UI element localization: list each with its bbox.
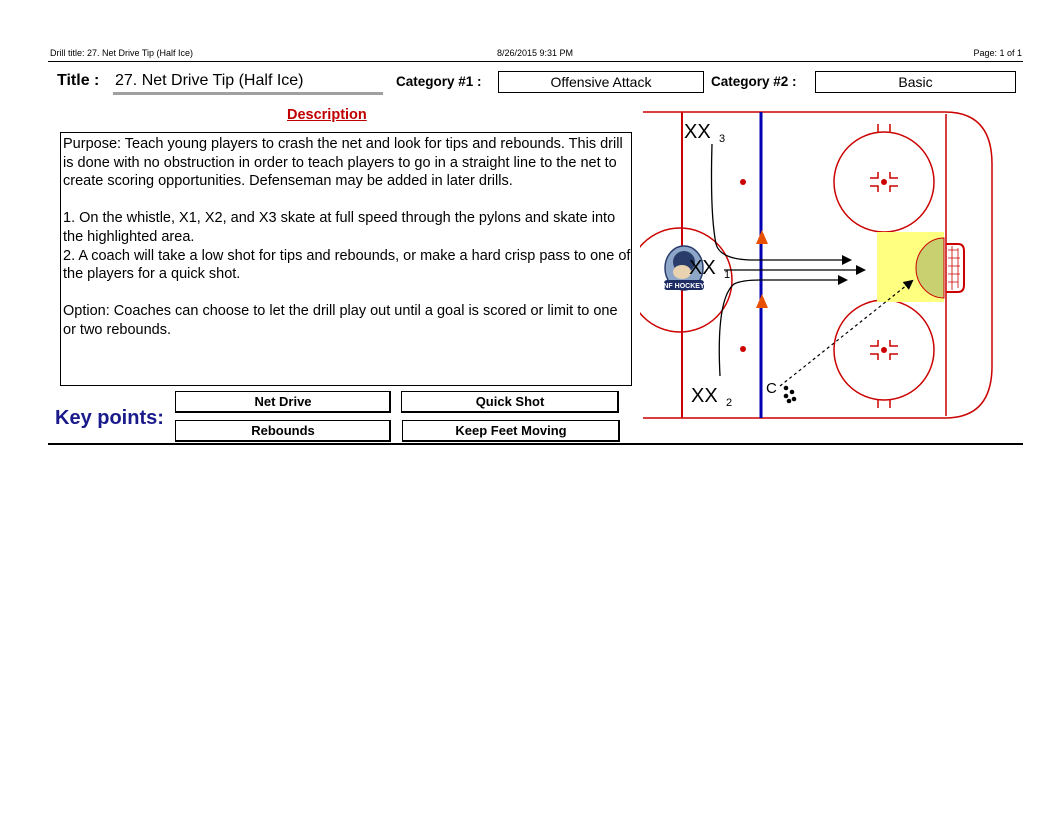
- rink-diagram: [640, 104, 1000, 424]
- key-point-net-drive: Net Drive: [175, 391, 391, 413]
- key-point-keep-feet-moving: Keep Feet Moving: [402, 420, 620, 442]
- player-x2-sub: 2: [726, 397, 733, 409]
- datetime-header: 8/26/2015 9:31 PM: [497, 48, 574, 58]
- bottom-divider: [48, 443, 1023, 445]
- player-x3-label: XX: [684, 121, 711, 143]
- category-2-value: Basic: [815, 71, 1016, 93]
- description-step-2: 2. A coach will take a low shot for tips and rebounds, or make a hard crisp pass to one of the players for a quick shot.: [63, 247, 631, 283]
- page-number-header: Page: 1 of 1: [973, 48, 1022, 58]
- description-step-1: 1. On the whistle, X1, X2, and X3 skate at full speed through the pylons and skate into the highlighted area.: [63, 210, 616, 245]
- faceoff-circle-bottom: [834, 292, 934, 408]
- title-label: Title :: [57, 72, 100, 89]
- drill-title-header: Drill title: 27. Net Drive Tip (Half Ice): [50, 48, 194, 58]
- description-purpose: Purpose: Teach young players to crash the net and look for tips and rebounds. This drill is done with no obstruction in order to teach players to go in a straight line to the net to create scoring opportunities. Defenseman may be added in later drills.: [63, 136, 623, 190]
- player-x2-label: XX: [691, 385, 718, 407]
- category-1-label: Category #1 :: [396, 74, 482, 89]
- logo-text: NF HOCKEY: [663, 283, 705, 290]
- key-point-rebounds: Rebounds: [175, 420, 391, 442]
- title-value: 27. Net Drive Tip (Half Ice): [113, 72, 383, 95]
- neutral-zone-dot-top: [740, 179, 746, 185]
- coach-label: C: [766, 380, 777, 397]
- pylon-top: [756, 230, 768, 244]
- key-point-quick-shot: Quick Shot: [401, 391, 619, 413]
- neutral-zone-dot-bottom: [740, 346, 746, 352]
- player-x1-sub: 1: [724, 269, 731, 281]
- category-1-value: Offensive Attack: [498, 71, 704, 93]
- key-points-label: Key points:: [55, 407, 164, 429]
- skate-path-x3: [712, 144, 851, 260]
- skate-path-x2: [719, 280, 846, 376]
- player-x3-sub: 3: [719, 133, 726, 145]
- faceoff-circle-top: [834, 124, 934, 240]
- category-2-label: Category #2 :: [711, 74, 797, 89]
- player-x1-label: XX: [689, 257, 716, 279]
- pucks-icon: [784, 386, 797, 404]
- description-option: Option: Coaches can choose to let the drill play out until a goal is scored or limit to one or two rebounds.: [63, 303, 618, 338]
- header-divider: [48, 61, 1023, 62]
- pylon-bottom: [756, 294, 768, 308]
- description-box: [60, 132, 632, 386]
- goal-net: [946, 244, 964, 292]
- description-heading: Description: [287, 107, 367, 123]
